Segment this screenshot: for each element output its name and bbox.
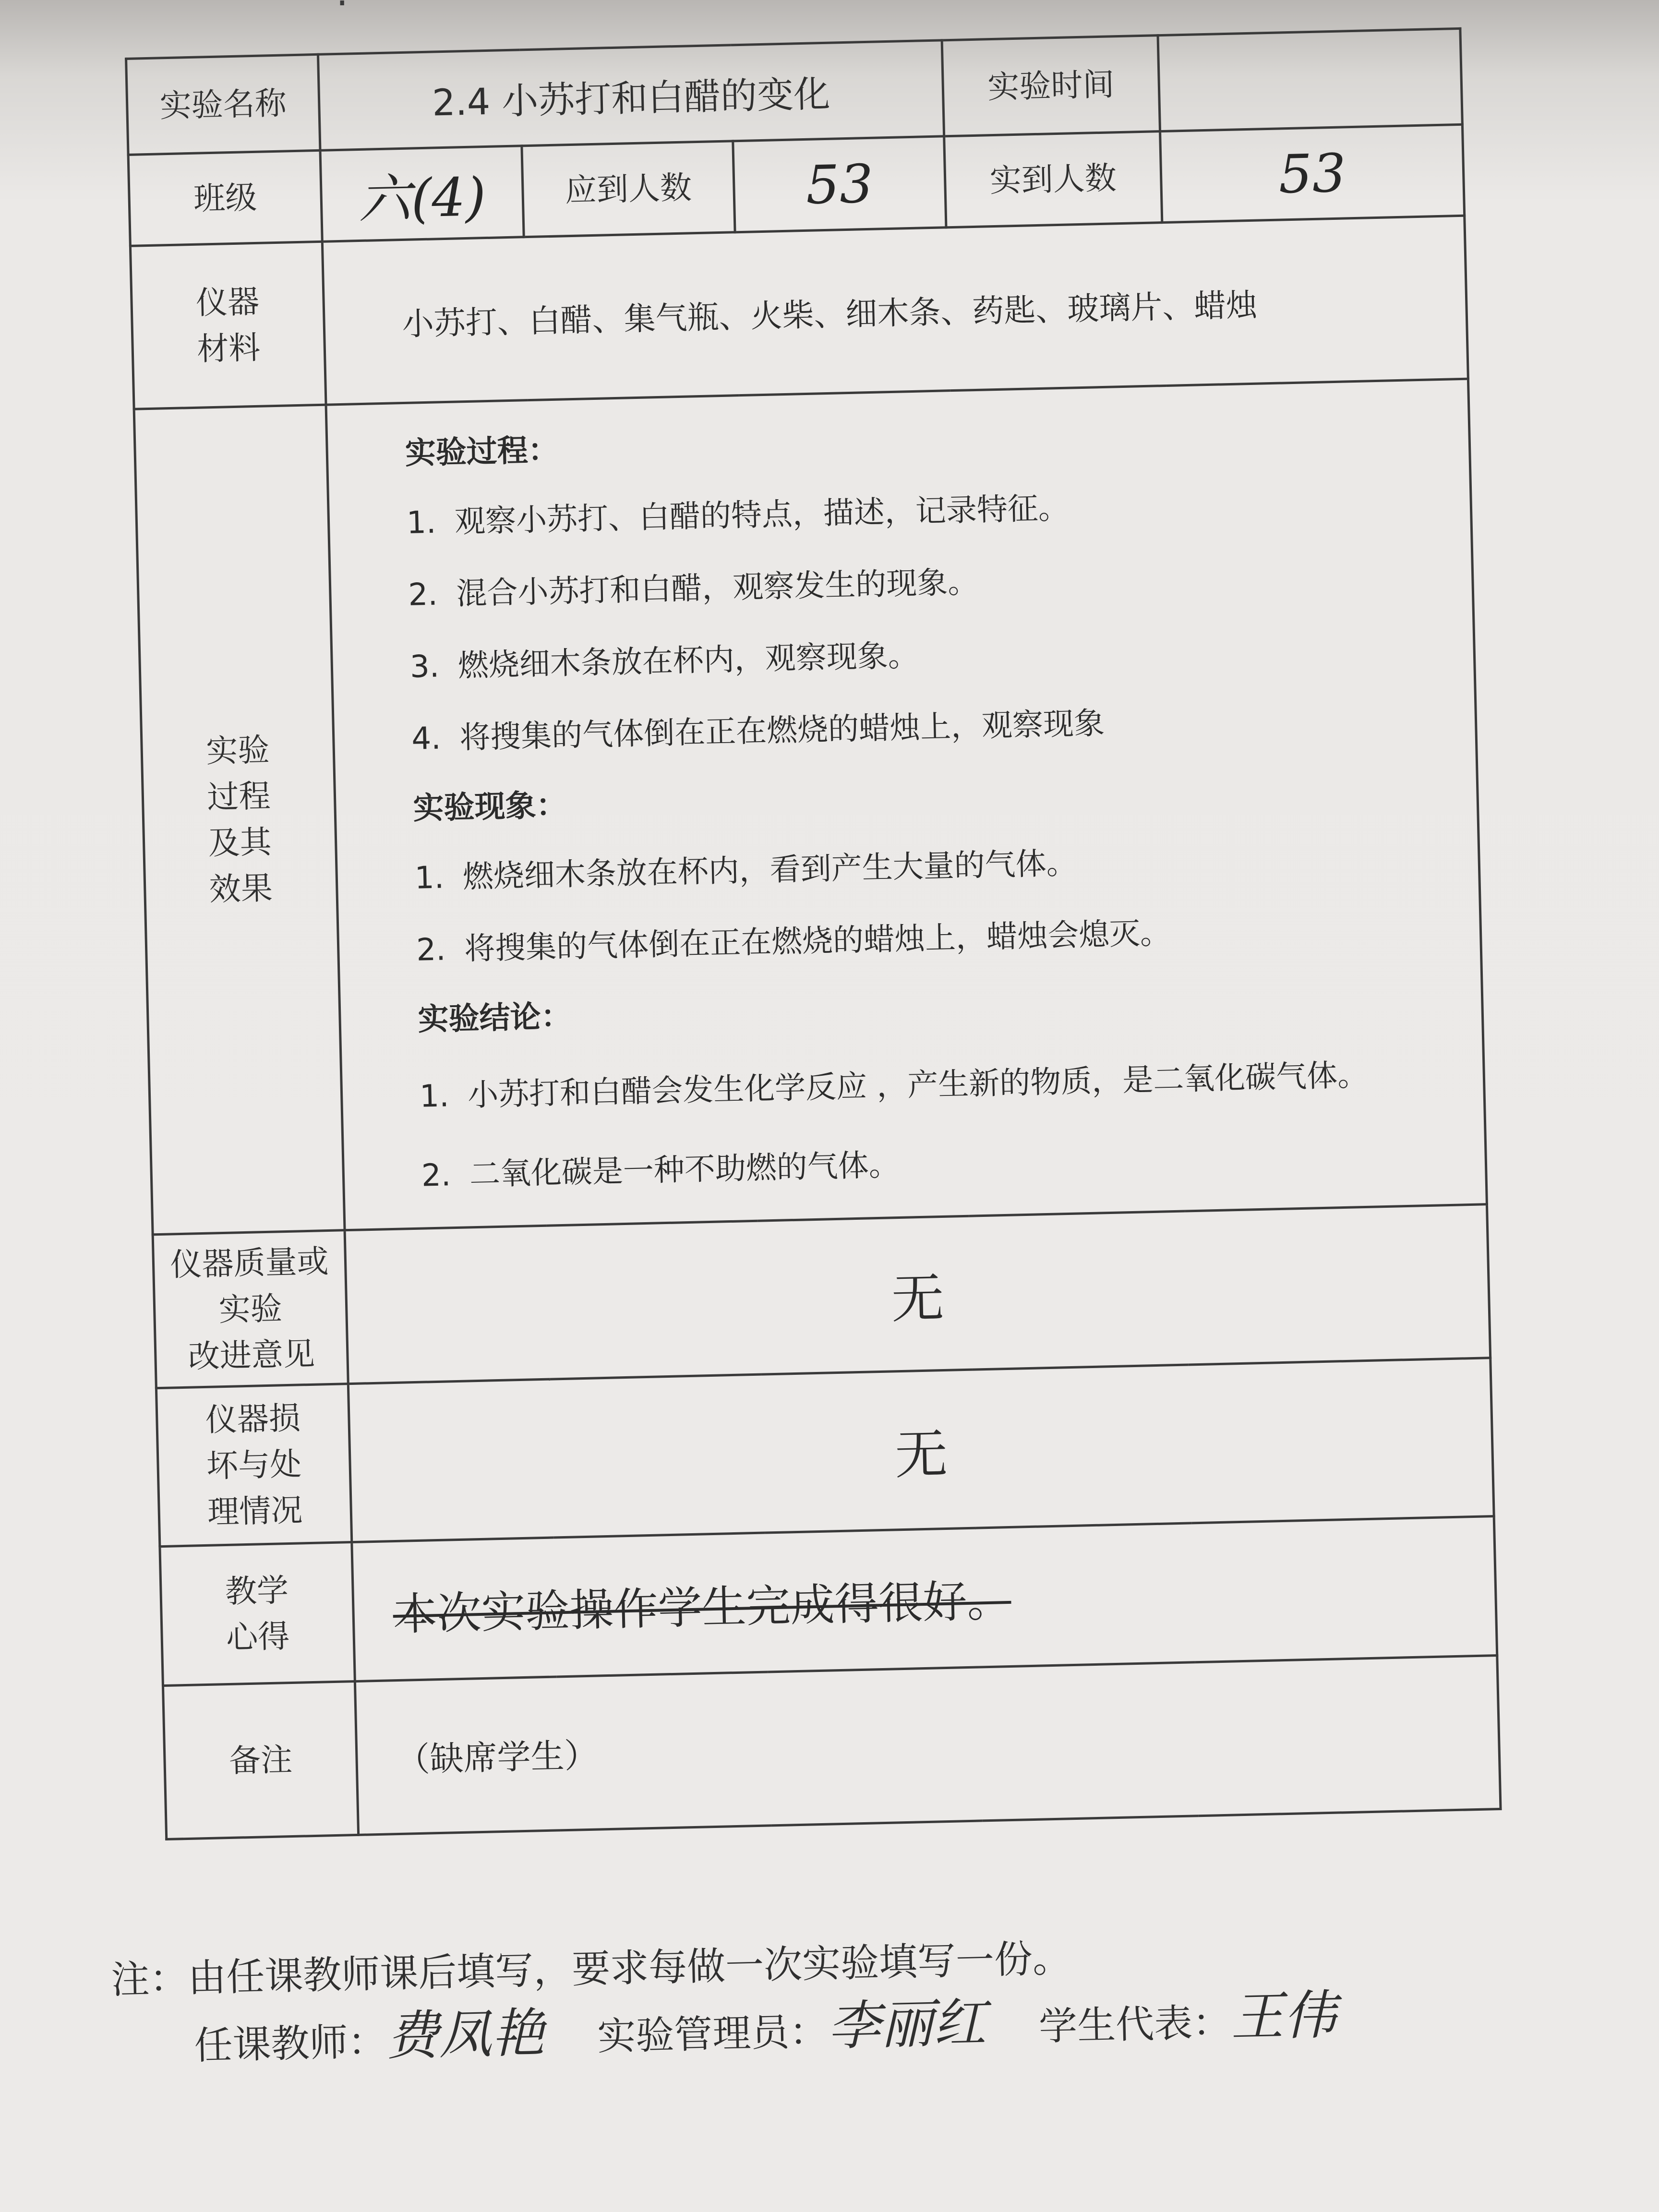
class-value: 六(4) [320,146,524,241]
label-damage-line3: 理情况 [207,1491,303,1531]
student-label: 学生代表： [1038,2000,1232,2049]
phenomenon-text: 将搜集的气体倒在正在燃烧的蜡烛上，蜡烛会熄灭。 [464,915,1171,967]
conclusion-number: 1. [419,1078,450,1115]
process-step-number: 1. [406,505,437,541]
footer-note: 注：由任课教师课后填写，要求每做一次实验填写一份。 [110,1936,1072,2002]
damage-value: 无 [348,1358,1494,1542]
label-materials-line1: 仪器 [195,283,260,322]
phenomena-heading: 实验现象： [412,787,567,827]
phenomenon-number: 2. [416,931,446,968]
label-damage-line2: 坏与处 [206,1445,302,1485]
row-remark [163,1655,1501,1839]
label-damage-line1: 仪器损 [205,1399,301,1439]
conclusion-heading: 实验结论： [417,998,572,1038]
process-step-number: 3. [409,648,440,685]
label-reflection-line2: 心得 [226,1617,290,1656]
cut-off-header-text: · [336,0,349,25]
label-quality-line3: 改进意见 [188,1335,315,1375]
label-process [134,405,345,1235]
student-signature: 王伟 [1230,1984,1337,2048]
label-experiment-time: 实验时间 [942,36,1160,136]
phenomenon-number: 1. [414,859,445,896]
admin-signature: 李丽红 [827,1992,987,2057]
conclusion-number: 2. [421,1157,451,1194]
experiment-record-table [125,27,1502,1840]
teacher-signature: 费凤艳 [385,2002,545,2068]
label-reflection [160,1542,355,1686]
row-materials [130,216,1468,409]
label-process-line2: 过程 [206,777,271,816]
label-remark: 备注 [163,1681,358,1839]
conclusion-text: 小苏打和白醋会发生化学反应 ，产生新的物质，是二氧化碳气体。 [467,1057,1369,1113]
remark-value: （缺席学生） [355,1655,1501,1835]
experiment-name-value: 2.4 小苏打和白醋的变化 [318,40,944,150]
actual-count-value: 53 [1160,124,1465,222]
label-process-line1: 实验 [205,731,270,770]
row-quality [153,1204,1491,1388]
teacher-label: 任课教师： [193,2019,387,2068]
reflection-value: 本次实验操作学生完成得很好。 [352,1516,1497,1682]
process-heading: 实验过程： [405,432,559,471]
process-step-text: 观察小苏打、白醋的特点，描述，记录特征。 [454,490,1070,540]
quality-value: 无 [345,1204,1491,1384]
label-process-line3: 及其 [207,823,272,862]
materials-value: 小苏打、白醋、集气瓶、火柴、细木条、药匙、玻璃片、蜡烛 [322,216,1468,405]
label-expected-count: 应到人数 [522,141,735,237]
row-damage [156,1358,1494,1547]
label-reflection-line1: 教学 [225,1571,289,1610]
label-damage [156,1384,351,1547]
admin-label: 实验管理员： [597,2009,829,2059]
label-quality-line2: 实验 [218,1289,283,1328]
label-process-line4: 效果 [208,869,273,908]
experiment-record-sheet [125,27,1500,1840]
label-actual-count: 实到人数 [944,132,1162,228]
process-content [326,379,1487,1230]
process-step-number: 4. [411,720,442,757]
label-materials-line2: 材料 [196,329,261,368]
process-step-number: 2. [408,577,438,613]
process-step-text: 混合小苏打和白醋，观察发生的现象。 [456,564,979,612]
label-class: 班级 [128,150,322,246]
label-experiment-name: 实验名称 [126,54,320,155]
label-quality [153,1230,348,1388]
label-quality-line1: 仪器质量或 [169,1242,329,1283]
expected-count-value: 53 [733,136,946,232]
phenomenon-text: 燃烧细木条放在杯内，看到产生大量的气体。 [462,845,1078,895]
process-step-text: 将搜集的气体倒在正在燃烧的蜡烛上，观察现象 [459,705,1105,756]
row-process [134,379,1487,1235]
label-materials [130,241,326,409]
experiment-time-value [1158,28,1462,131]
process-step-text: 燃烧细木条放在杯内，观察现象。 [457,637,919,684]
conclusion-text: 二氧化碳是一种不助燃的气体。 [469,1147,900,1192]
